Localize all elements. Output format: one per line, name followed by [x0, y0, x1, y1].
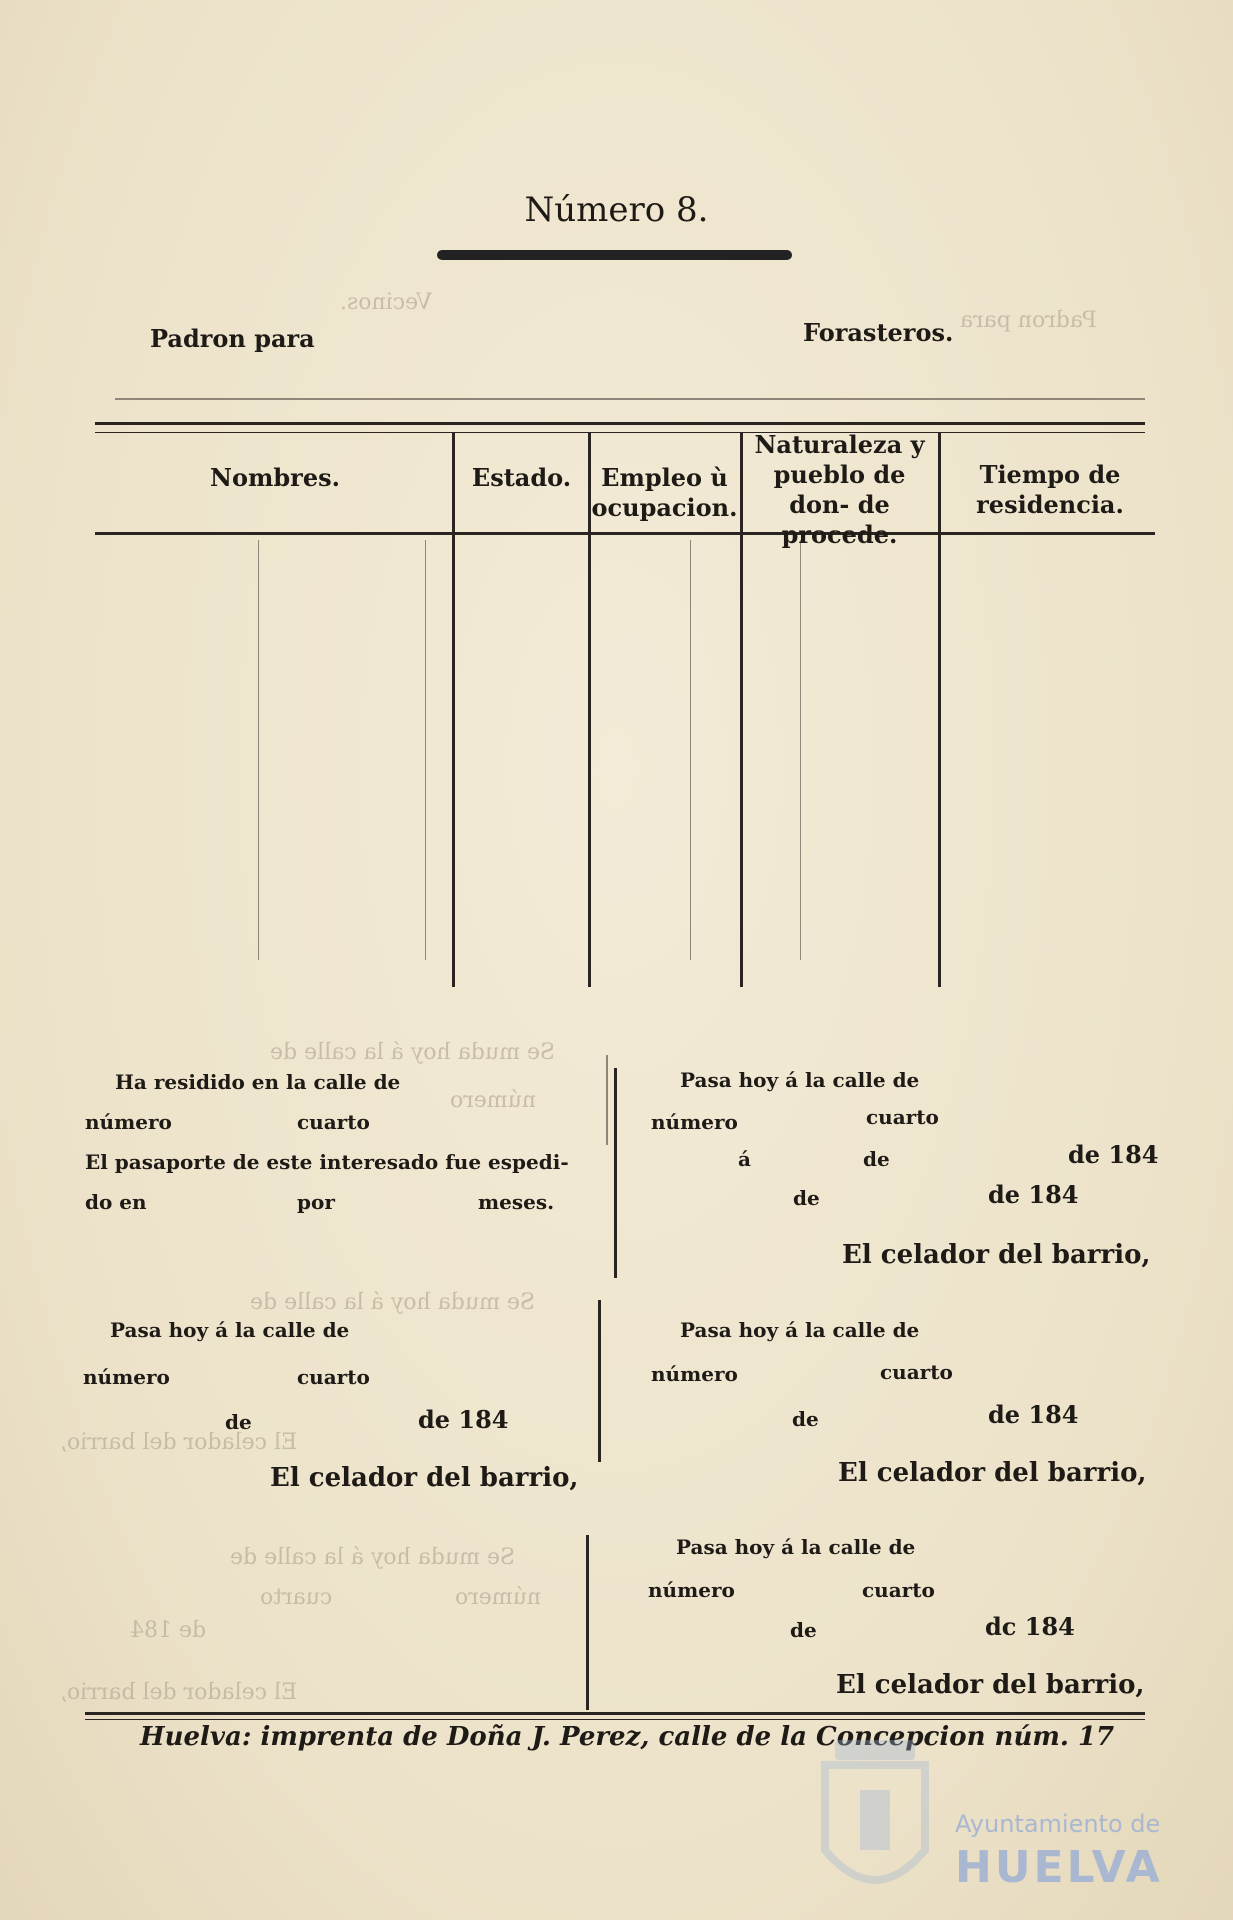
table-top-rule [95, 422, 1145, 425]
resided-line1: Ha residido en la calle de [115, 1070, 401, 1094]
pasa-r3-signature: El celador del barrio, [836, 1670, 1145, 1700]
imprint-line: Huelva: imprenta de Doña J. Perez, calle de la Concepcion núm. 17 [140, 1722, 1115, 1752]
pasa-r1-cuarto: cuarto [866, 1105, 939, 1129]
pasa-r3-de: de [790, 1618, 817, 1642]
bleed-through-text: El celador del barrio, [60, 1680, 298, 1705]
bleed-through-text: cuarto [260, 1585, 333, 1610]
bleed-through-text: Se muda hoy á la calle de [230, 1545, 516, 1570]
bleed-line [258, 540, 259, 960]
column-divider [938, 432, 941, 987]
bleed-through-text: Padron para [960, 308, 1097, 333]
bleed-through-text: Vecinos. [340, 290, 432, 315]
pasa-l2-numero: número [83, 1365, 170, 1389]
column-header-nombres: Nombres. [210, 463, 340, 492]
pasa-l2-year: de 184 [418, 1405, 509, 1434]
huelva-crest-icon [815, 1740, 935, 1910]
footer-rule-thin [85, 1719, 1145, 1720]
header-rule-faint [115, 398, 1145, 400]
pasa-l2-de: de [225, 1410, 252, 1434]
resided-cuarto: cuarto [297, 1110, 370, 1134]
footer-rule [85, 1712, 1145, 1715]
pasa-r3-year: dc 184 [985, 1612, 1075, 1641]
resided-numero: número [85, 1110, 172, 1134]
bleed-through-text: El celador del barrio, [60, 1430, 298, 1455]
pasa-r1-de1: de [863, 1147, 890, 1171]
pasa-r1-signature: El celador del barrio, [842, 1240, 1151, 1270]
pasa-r2-cuarto: cuarto [880, 1360, 953, 1384]
pasa-l2-cuarto: cuarto [297, 1365, 370, 1389]
column-header-naturaleza: Naturaleza y pueblo de don- de procede. [754, 430, 925, 549]
pasa-r1-numero: número [651, 1110, 738, 1134]
column-header-estado: Estado. [471, 463, 572, 492]
bleed-line [425, 540, 426, 960]
title-rule [437, 250, 792, 260]
watermark-text: Ayuntamiento de [955, 1810, 1161, 1838]
pasa-r1-year1: de 184 [1068, 1140, 1159, 1169]
forasteros-label: Forasteros. [803, 318, 954, 347]
block-divider [598, 1300, 601, 1462]
pasa-r3-cuarto: cuarto [862, 1578, 935, 1602]
pasa-r2-de: de [792, 1407, 819, 1431]
resided-por: por [297, 1190, 335, 1214]
pasa-r1-a: á [738, 1147, 751, 1171]
pasa-r1-line1: Pasa hoy á la calle de [680, 1068, 920, 1092]
bleed-through-text: de 184 [130, 1618, 207, 1643]
pasa-r2-year: de 184 [988, 1400, 1079, 1429]
bleed-through-text: Se muda hoy á la calle de [270, 1040, 556, 1065]
resided-meses: meses. [478, 1190, 555, 1214]
column-header-tiempo: Tiempo de residencia. [976, 460, 1124, 519]
bleed-through-text: número [450, 1088, 536, 1113]
column-header-empleo: Empleo ù ocupacion. [591, 463, 738, 522]
pasa-r1-de2: de [793, 1186, 820, 1210]
watermark-title: HUELVA [955, 1842, 1163, 1893]
pasa-r2-signature: El celador del barrio, [838, 1458, 1147, 1488]
pasa-r2-line1: Pasa hoy á la calle de [680, 1318, 920, 1342]
pasa-r1-year2: de 184 [988, 1180, 1079, 1209]
pasa-r2-numero: número [651, 1362, 738, 1386]
table-header-bottom-rule [95, 532, 1155, 535]
block-divider-faint [606, 1055, 608, 1145]
bleed-through-text: Se muda hoy á la calle de [250, 1290, 536, 1315]
bleed-line [690, 540, 691, 960]
pasa-l2-signature: El celador del barrio, [270, 1463, 579, 1493]
page-title: Número 8. [524, 190, 709, 230]
block-divider [614, 1068, 617, 1278]
pasa-r3-line1: Pasa hoy á la calle de [676, 1535, 916, 1559]
bleed-line [800, 540, 801, 960]
padron-label: Padron para [150, 324, 315, 353]
pasa-r3-numero: número [648, 1578, 735, 1602]
block-divider [586, 1535, 589, 1710]
resided-line3: El pasaporte de este interesado fue espedi- [85, 1150, 569, 1174]
pasa-l2-line1: Pasa hoy á la calle de [110, 1318, 350, 1342]
resided-do-en: do en [85, 1190, 147, 1214]
column-divider [452, 432, 455, 987]
table-top-rule-thin [95, 432, 1145, 433]
bleed-through-text: número [455, 1585, 541, 1610]
